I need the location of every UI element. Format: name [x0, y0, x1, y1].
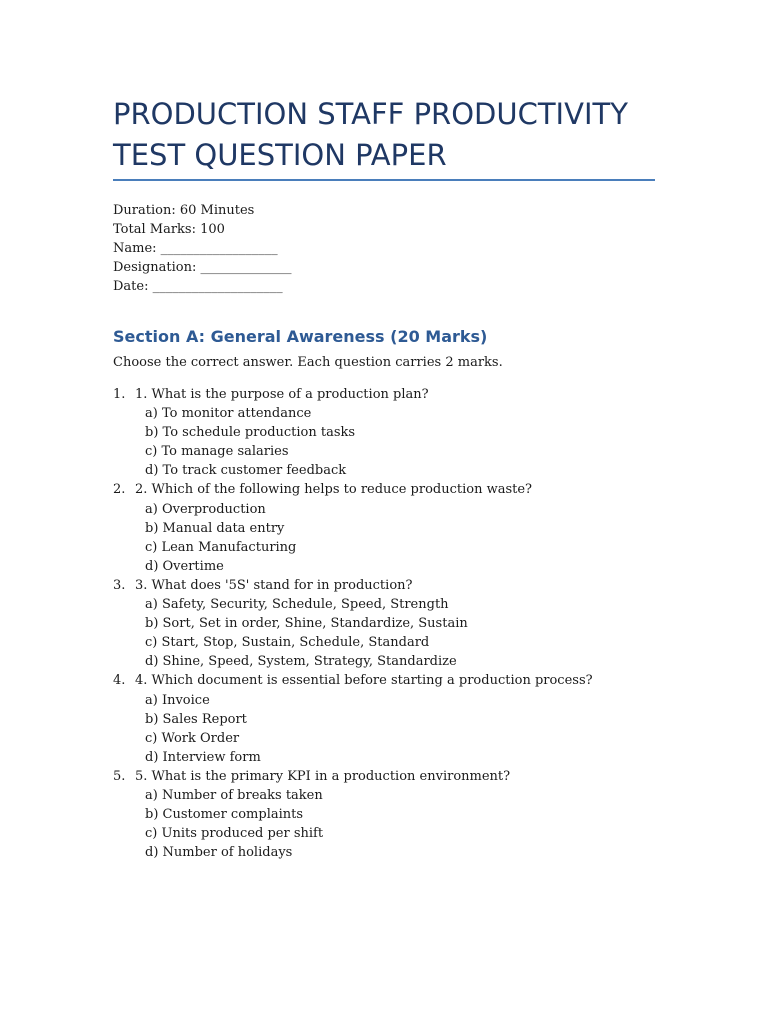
question-number: 1. [113, 387, 126, 402]
question-item [113, 385, 593, 480]
question-text: 5. What is the primary KPI in a production environment? [135, 768, 511, 784]
designation-field: Designation: ______________ [113, 260, 292, 275]
section-a-instructions: Choose the correct answer. Each question carries 2 marks. [113, 355, 503, 370]
question-number: 4. [113, 673, 126, 689]
question-list [113, 385, 593, 862]
answer-option: b) To schedule production tasks [145, 425, 356, 441]
question-item [113, 576, 593, 671]
page-title [113, 94, 673, 176]
question-item [113, 671, 593, 766]
date-field: Date: ____________________ [113, 279, 283, 294]
answer-option: c) Work Order [145, 730, 240, 746]
title-line-1: PRODUCTION STAFF PRODUCTIVITY [113, 97, 628, 131]
answer-option: a) To monitor attendance [145, 406, 312, 422]
question-text: 2. Which of the following helps to reduce production waste? [135, 482, 533, 498]
title-line-2: TEST QUESTION PAPER [113, 138, 447, 172]
answer-option: a) Invoice [145, 692, 210, 708]
question-number: 3. [113, 577, 126, 593]
question-text: 4. Which document is essential before starting a production process? [135, 673, 593, 689]
duration-field: Duration: 60 Minutes [113, 203, 255, 218]
answer-option: b) Manual data entry [145, 520, 285, 536]
title-divider [113, 179, 655, 181]
question-number: 5. [113, 768, 126, 784]
answer-option: b) Customer complaints [145, 807, 304, 823]
question-item [113, 767, 593, 862]
name-field: Name: __________________ [113, 241, 278, 256]
answer-option: d) Shine, Speed, System, Strategy, Standardize [145, 654, 457, 670]
question-number: 2. [113, 482, 126, 498]
answer-option: c) Lean Manufacturing [145, 539, 297, 555]
answer-option: d) Overtime [145, 558, 224, 574]
total-marks-field: Total Marks: 100 [113, 222, 225, 237]
answer-option: d) To track customer feedback [145, 463, 347, 479]
question-text: 3. What does '5S' stand for in production? [135, 577, 413, 593]
answer-option: d) Number of holidays [145, 845, 293, 861]
answer-option: d) Interview form [145, 749, 261, 765]
question-text: 1. What is the purpose of a production plan? [135, 387, 429, 402]
section-a-heading: Section A: General Awareness (20 Marks) [113, 327, 488, 346]
answer-option: b) Sort, Set in order, Shine, Standardize, Sustain [145, 616, 468, 632]
answer-option: c) Units produced per shift [145, 826, 324, 842]
exam-info [113, 201, 291, 296]
answer-option: a) Safety, Security, Schedule, Speed, Strength [145, 597, 449, 613]
answer-option: c) Start, Stop, Sustain, Schedule, Standard [145, 635, 430, 651]
answer-option: b) Sales Report [145, 711, 247, 727]
question-item [113, 480, 593, 575]
answer-option: a) Overproduction [145, 501, 266, 517]
answer-option: c) To manage salaries [145, 444, 289, 460]
answer-option: a) Number of breaks taken [145, 787, 323, 803]
